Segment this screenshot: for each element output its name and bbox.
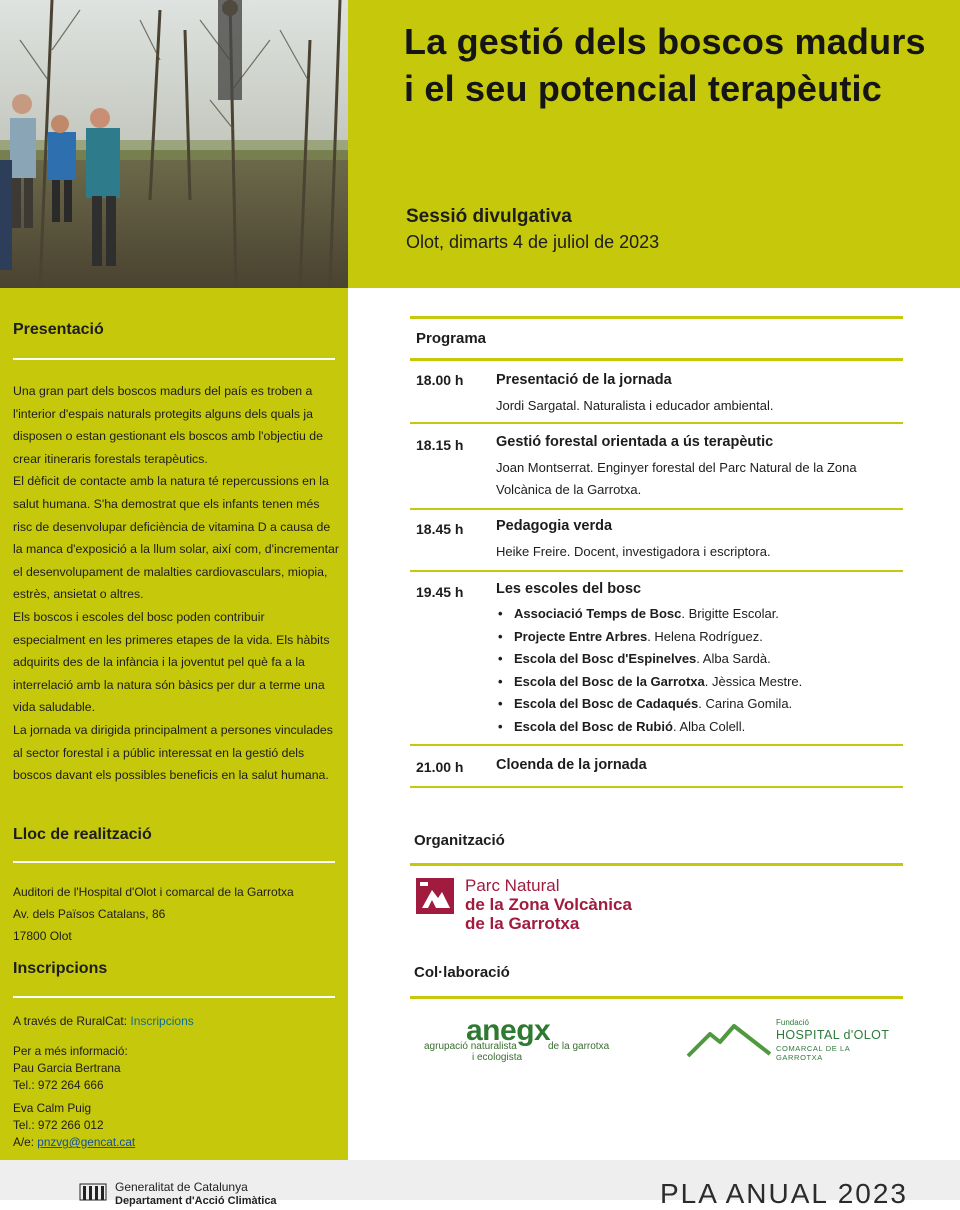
program-title: Presentació de la jornada <box>496 372 672 388</box>
school-name: Escola del Bosc de Rubió <box>514 718 673 734</box>
divider <box>410 316 903 319</box>
collaboracio-heading: Col·laboració <box>414 964 510 981</box>
hospital-sub: COMARCAL DE LA GARROTXA <box>776 1044 850 1062</box>
program-desc: Joan Montserrat. Enginyer forestal del Parc Natural de la Zona Volcànica de la Garrotxa. <box>496 460 857 497</box>
logo-line: de la Garrotxa <box>465 914 580 933</box>
list-item <box>496 603 896 626</box>
program-time: 18.15 h <box>416 437 464 453</box>
address-line: 17800 Olot <box>13 929 72 943</box>
presentacio-heading: Presentació <box>13 321 104 338</box>
divider <box>410 863 903 866</box>
school-name: Escola del Bosc de Cadaqués <box>514 696 699 712</box>
contact-info <box>13 1043 128 1094</box>
school-person: . Helena Rodríguez. <box>647 628 763 644</box>
program-desc: Heike Freire. Docent, investigadora i escriptora. <box>496 544 771 559</box>
list-item <box>496 626 896 649</box>
divider <box>410 570 903 572</box>
list-item <box>496 671 896 694</box>
inscripcions-prefix: A través de RuralCat: <box>13 1014 131 1028</box>
hospital-olot-logo <box>686 1018 896 1062</box>
program-time: 18.00 h <box>416 372 464 388</box>
divider <box>13 996 335 998</box>
program-title: Cloenda de la jornada <box>496 757 647 773</box>
left-sidebar <box>0 288 348 1160</box>
school-list <box>496 603 896 739</box>
program-desc: Jordi Sargatal. Naturalista i educador ambiental. <box>496 398 774 413</box>
anegx-tagline: agrupació naturalista <box>424 1041 517 1052</box>
generalitat-emblem-icon <box>78 1184 108 1200</box>
program-time: 19.45 h <box>416 584 464 600</box>
program-time: 18.45 h <box>416 521 464 537</box>
program-title: Pedagogia verda <box>496 518 613 534</box>
divider <box>410 358 903 361</box>
program-title: Gestió forestal orientada a ús terapèutic <box>496 434 774 450</box>
hospital-fundacio: Fundació <box>776 1018 809 1027</box>
divider <box>410 422 903 424</box>
pla-anual: PLA ANUAL 2023 <box>660 1178 909 1209</box>
list-item <box>496 648 896 671</box>
list-item <box>496 693 896 716</box>
presentacio-body <box>13 380 339 787</box>
school-person: . Alba Sardà. <box>696 651 771 667</box>
school-person: . Jèssica Mestre. <box>704 673 803 689</box>
divider <box>410 744 903 746</box>
contact-phone: Tel.: 972 266 012 <box>13 1118 104 1132</box>
header-panel <box>348 0 960 288</box>
anegx-wordmark: anegx <box>466 1014 551 1047</box>
presentacio-paragraph: La jornada va dirigida principalment a persones vinculades al sector forestal i a públic interessat en la gestió dels boscos davant els possibles beneficis en la salut humana. <box>13 722 333 783</box>
inscripcions-line <box>13 1014 194 1028</box>
hospital-name: HOSPITAL d'OLOT <box>776 1028 890 1042</box>
department-name: Departament d'Acció Climàtica <box>115 1195 277 1207</box>
school-name: Projecte Entre Arbres <box>514 628 648 644</box>
anegx-logo <box>420 1014 620 1066</box>
footer <box>0 1160 960 1209</box>
inscripcions-link[interactable]: Inscripcions <box>130 1014 194 1028</box>
contact-info <box>13 1100 135 1151</box>
mountain-icon <box>686 1020 772 1060</box>
presentacio-paragraph: Una gran part dels boscos madurs del país es troben a l'interior d'espais naturals protegits alguns dels quals ja disposen o estan gestionant els boscos amb l'objectiu de crear itineraris forestals terapèutics. <box>13 384 323 466</box>
anegx-tagline: de la garrotxa <box>548 1041 610 1052</box>
inscripcions-heading: Inscripcions <box>13 960 108 977</box>
school-name: Escola del Bosc d'Espinelves <box>514 651 697 667</box>
page-title: La gestió dels boscos madurs i el seu potencial terapèutic <box>404 21 926 109</box>
school-name: Associació Temps de Bosc <box>514 606 682 621</box>
logo-line: Parc Natural <box>465 876 560 895</box>
presentacio-paragraph: Els boscos i escoles del bosc poden contribuir especialment en les primeres etapes de la vida. Els hàbits adquirits des de la infància i la joventut pel què fa a la interrelació amb la natura són bàsics per dur a terme una vida saludable. <box>13 609 330 715</box>
info-label: Per a més informació: <box>13 1044 128 1058</box>
list-item <box>496 716 896 739</box>
program-title: Les escoles del bosc <box>496 581 642 597</box>
school-person: . Carina Gomila. <box>698 696 793 712</box>
school-name: Escola del Bosc de la Garrotxa <box>514 673 705 689</box>
parc-natural-logo <box>416 876 676 938</box>
divider <box>410 996 903 999</box>
parc-natural-emblem-icon <box>416 878 454 914</box>
presentacio-paragraph: El dèficit de contacte amb la natura té repercussions en la salut humana. S'ha demostrat que els infants tenen més risc de desenvolupar deficiència de vitamina D a causa de la manca d'exposició a la llum solar, així com, d'incrementar el desenvolupament de malalties cardiovasculars, miopia, estrès, ansietat o altres. <box>13 474 339 602</box>
school-person: . Alba Colell. <box>672 718 746 734</box>
anegx-tagline: i ecologista <box>472 1052 523 1063</box>
event-subtitle: Sessió divulgativa <box>406 206 572 227</box>
contact-phone: Tel.: 972 264 666 <box>13 1078 104 1092</box>
logo-line: de la Zona Volcànica <box>465 895 632 914</box>
divider <box>410 786 903 788</box>
contact-email-link[interactable]: pnzvg@gencat.cat <box>37 1135 136 1149</box>
header-photo <box>0 0 348 288</box>
divider <box>13 358 335 360</box>
email-label: A/e: <box>13 1135 38 1149</box>
school-person: . Brigitte Escolar. <box>681 606 779 621</box>
divider <box>13 861 335 863</box>
parc-natural-name <box>465 876 632 933</box>
address-line: Auditori de l'Hospital d'Olot i comarcal de la Garrotxa <box>13 885 294 899</box>
contact-name: Pau Garcia Bertrana <box>13 1061 121 1075</box>
event-date: Olot, dimarts 4 de juliol de 2023 <box>406 232 660 252</box>
lloc-address <box>13 881 294 947</box>
organitzacio-heading: Organització <box>414 832 505 849</box>
programa-heading: Programa <box>416 330 487 347</box>
lloc-heading: Lloc de realització <box>13 826 152 843</box>
generalitat-name: Generalitat de Catalunya <box>115 1180 248 1194</box>
program-time: 21.00 h <box>416 759 464 775</box>
address-line: Av. dels Països Catalans, 86 <box>13 907 166 921</box>
contact-name: Eva Calm Puig <box>13 1101 92 1115</box>
contact-email-line <box>13 1134 135 1151</box>
divider <box>410 508 903 510</box>
